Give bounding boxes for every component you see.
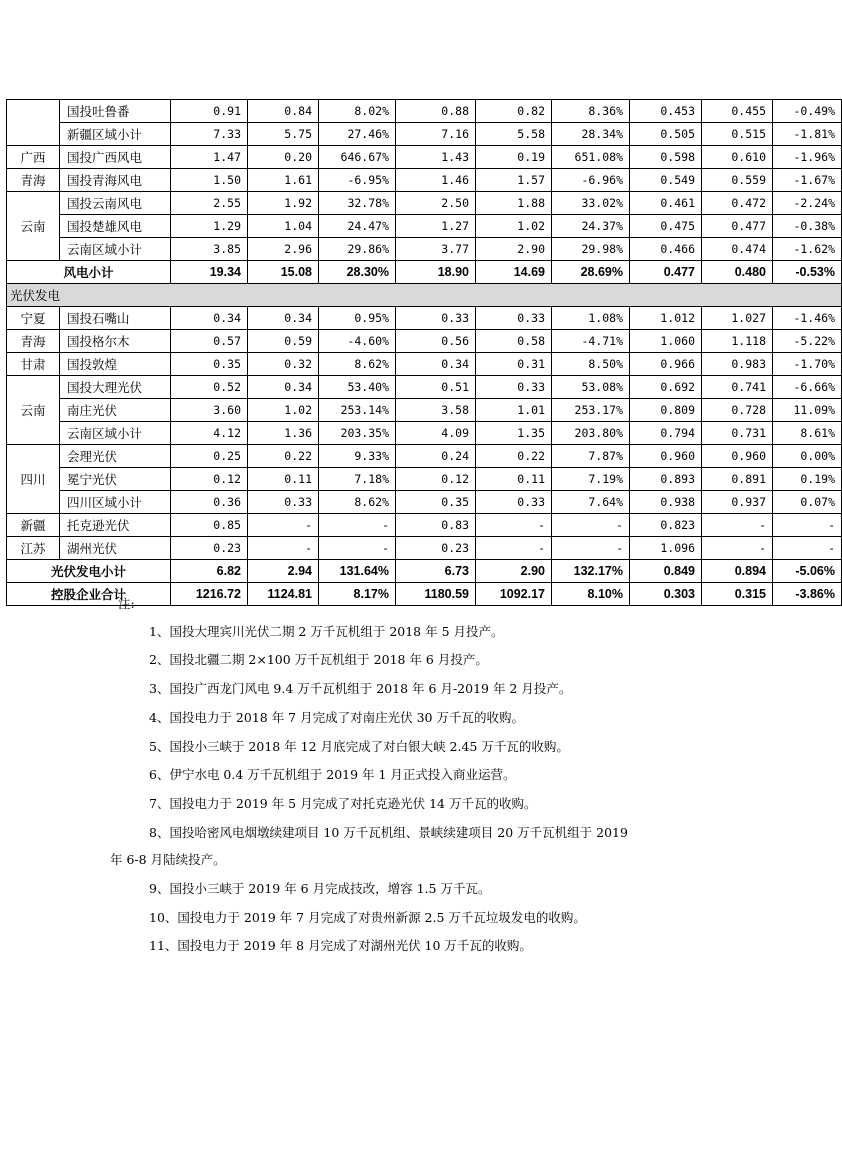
value-cell: 24.37% <box>552 215 630 238</box>
value-cell: 7.64% <box>552 491 630 514</box>
plant-name-cell: 湖州光伏 <box>60 537 171 560</box>
value-cell: 28.30% <box>319 261 396 284</box>
table-row <box>7 192 842 215</box>
value-cell: 0.966 <box>630 353 702 376</box>
value-cell: 0.983 <box>702 353 773 376</box>
table-row <box>7 307 842 330</box>
value-cell: 29.86% <box>319 238 396 261</box>
table-row <box>7 100 842 123</box>
value-cell: 203.80% <box>552 422 630 445</box>
plant-name-cell: 托克逊光伏 <box>60 514 171 537</box>
province-cell: 青海 <box>7 169 60 192</box>
value-cell: 0.809 <box>630 399 702 422</box>
value-cell: 8.50% <box>552 353 630 376</box>
value-cell: 5.58 <box>476 123 552 146</box>
value-cell: 0.11 <box>248 468 319 491</box>
value-cell: 0.692 <box>630 376 702 399</box>
note-item: 6、伊宁水电 0.4 万千瓦机组于 2019 年 1 月正式投入商业运营。 <box>149 767 516 782</box>
value-cell: -1.81% <box>773 123 842 146</box>
value-cell: 15.08 <box>248 261 319 284</box>
value-cell: 203.35% <box>319 422 396 445</box>
value-cell: 1.50 <box>171 169 248 192</box>
value-cell: 2.96 <box>248 238 319 261</box>
value-cell: 1.61 <box>248 169 319 192</box>
value-cell: 2.94 <box>248 560 319 583</box>
value-cell: 8.62% <box>319 491 396 514</box>
value-cell: 14.69 <box>476 261 552 284</box>
value-cell: 0.95% <box>319 307 396 330</box>
plant-name-cell: 国投大理光伏 <box>60 376 171 399</box>
value-cell: 0.00% <box>773 445 842 468</box>
value-cell: 0.20 <box>248 146 319 169</box>
value-cell: 0.731 <box>702 422 773 445</box>
value-cell: 29.98% <box>552 238 630 261</box>
value-cell: 0.33 <box>476 307 552 330</box>
table-row <box>7 422 842 445</box>
value-cell: 1124.81 <box>248 583 319 606</box>
value-cell: 1.88 <box>476 192 552 215</box>
value-cell: 1.118 <box>702 330 773 353</box>
value-cell: -4.71% <box>552 330 630 353</box>
value-cell: 0.475 <box>630 215 702 238</box>
power-generation-table-wrapper <box>6 99 835 606</box>
value-cell: 0.33 <box>476 491 552 514</box>
value-cell: 0.960 <box>630 445 702 468</box>
value-cell: - <box>702 537 773 560</box>
value-cell: 7.19% <box>552 468 630 491</box>
value-cell: - <box>773 514 842 537</box>
value-cell: 0.474 <box>702 238 773 261</box>
value-cell: 9.33% <box>319 445 396 468</box>
value-cell: 0.455 <box>702 100 773 123</box>
value-cell: 0.33 <box>248 491 319 514</box>
table-row <box>7 146 842 169</box>
value-cell: -4.60% <box>319 330 396 353</box>
value-cell: 0.22 <box>476 445 552 468</box>
value-cell: 4.09 <box>396 422 476 445</box>
value-cell: 0.849 <box>630 560 702 583</box>
value-cell: -0.53% <box>773 261 842 284</box>
value-cell: 6.73 <box>396 560 476 583</box>
plant-name-cell: 国投青海风电 <box>60 169 171 192</box>
table-body <box>7 100 842 606</box>
table-row <box>7 560 842 583</box>
value-cell: 0.51 <box>396 376 476 399</box>
value-cell: -1.46% <box>773 307 842 330</box>
value-cell: 0.480 <box>702 261 773 284</box>
province-cell: 四川 <box>7 445 60 514</box>
plant-name-cell: 云南区域小计 <box>60 422 171 445</box>
table-row <box>7 169 842 192</box>
value-cell: 0.728 <box>702 399 773 422</box>
value-cell: 0.823 <box>630 514 702 537</box>
province-cell: 云南 <box>7 192 60 261</box>
value-cell: 0.25 <box>171 445 248 468</box>
value-cell: 6.82 <box>171 560 248 583</box>
value-cell: 0.19 <box>476 146 552 169</box>
notes-title: 注: <box>118 596 135 611</box>
value-cell: 0.34 <box>171 307 248 330</box>
value-cell: 0.12 <box>396 468 476 491</box>
province-cell <box>7 100 60 146</box>
subtotal-label: 风电小计 <box>7 261 171 284</box>
value-cell: 0.24 <box>396 445 476 468</box>
value-cell: 0.36 <box>171 491 248 514</box>
plant-name-cell: 新疆区域小计 <box>60 123 171 146</box>
value-cell: -5.06% <box>773 560 842 583</box>
value-cell: 0.19% <box>773 468 842 491</box>
value-cell: 131.64% <box>319 560 396 583</box>
value-cell: 1.060 <box>630 330 702 353</box>
value-cell: -1.70% <box>773 353 842 376</box>
value-cell: 19.34 <box>171 261 248 284</box>
value-cell: 24.47% <box>319 215 396 238</box>
table-row <box>7 514 842 537</box>
value-cell: 0.303 <box>630 583 702 606</box>
value-cell: 18.90 <box>396 261 476 284</box>
value-cell: 2.55 <box>171 192 248 215</box>
value-cell: 8.62% <box>319 353 396 376</box>
value-cell: 8.10% <box>552 583 630 606</box>
value-cell: 0.58 <box>476 330 552 353</box>
power-generation-table <box>6 99 842 606</box>
value-cell: 11.09% <box>773 399 842 422</box>
value-cell: 33.02% <box>552 192 630 215</box>
province-cell: 甘肃 <box>7 353 60 376</box>
note-item: 5、国投小三峡于 2018 年 12 月底完成了对白银大峡 2.45 万千瓦的收购。 <box>149 739 569 754</box>
value-cell: 3.77 <box>396 238 476 261</box>
table-row <box>7 238 842 261</box>
plant-name-cell: 南庄光伏 <box>60 399 171 422</box>
table-row <box>7 353 842 376</box>
value-cell: 0.515 <box>702 123 773 146</box>
value-cell: -5.22% <box>773 330 842 353</box>
plant-name-cell: 国投广西风电 <box>60 146 171 169</box>
value-cell: 0.741 <box>702 376 773 399</box>
value-cell: 1216.72 <box>171 583 248 606</box>
note-item: 9、国投小三峡于 2019 年 6 月完成技改，增容 1.5 万千瓦。 <box>149 881 491 896</box>
value-cell: 2.90 <box>476 238 552 261</box>
value-cell: 0.505 <box>630 123 702 146</box>
value-cell: 27.46% <box>319 123 396 146</box>
value-cell: - <box>319 514 396 537</box>
value-cell: 0.893 <box>630 468 702 491</box>
value-cell: 28.69% <box>552 261 630 284</box>
value-cell: 0.35 <box>171 353 248 376</box>
value-cell: 0.91 <box>171 100 248 123</box>
table-row <box>7 123 842 146</box>
value-cell: 0.34 <box>248 376 319 399</box>
value-cell: 8.36% <box>552 100 630 123</box>
table-row <box>7 399 842 422</box>
value-cell: 0.794 <box>630 422 702 445</box>
value-cell: 2.90 <box>476 560 552 583</box>
value-cell: 1.29 <box>171 215 248 238</box>
table-row <box>7 445 842 468</box>
plant-name-cell: 国投敦煌 <box>60 353 171 376</box>
province-cell: 云南 <box>7 376 60 445</box>
value-cell: 253.14% <box>319 399 396 422</box>
value-cell: - <box>319 537 396 560</box>
value-cell: 0.33 <box>476 376 552 399</box>
value-cell: - <box>552 514 630 537</box>
plant-name-cell: 冕宁光伏 <box>60 468 171 491</box>
value-cell: -1.96% <box>773 146 842 169</box>
table-row <box>7 261 842 284</box>
value-cell: 1.012 <box>630 307 702 330</box>
value-cell: 646.67% <box>319 146 396 169</box>
note-item: 4、国投电力于 2018 年 7 月完成了对南庄光伏 30 万千瓦的收购。 <box>149 710 524 725</box>
value-cell: 1.36 <box>248 422 319 445</box>
value-cell: 1.01 <box>476 399 552 422</box>
subtotal-label: 控股企业合计 <box>7 583 171 606</box>
value-cell: 0.84 <box>248 100 319 123</box>
section-header: 光伏发电 <box>7 284 842 307</box>
value-cell: 28.34% <box>552 123 630 146</box>
value-cell: 1.27 <box>396 215 476 238</box>
value-cell: 7.33 <box>171 123 248 146</box>
value-cell: 1.46 <box>396 169 476 192</box>
value-cell: 3.58 <box>396 399 476 422</box>
table-row <box>7 491 842 514</box>
value-cell: 1.027 <box>702 307 773 330</box>
value-cell: 1.02 <box>476 215 552 238</box>
table-row <box>7 468 842 491</box>
value-cell: 0.52 <box>171 376 248 399</box>
value-cell: 0.891 <box>702 468 773 491</box>
value-cell: 8.02% <box>319 100 396 123</box>
value-cell: 7.87% <box>552 445 630 468</box>
value-cell: 0.453 <box>630 100 702 123</box>
value-cell: - <box>552 537 630 560</box>
value-cell: 0.23 <box>396 537 476 560</box>
note-item: 8、国投哈密风电烟墩续建项目 10 万千瓦机组、景峡续建项目 20 万千瓦机组于 2019 <box>149 825 628 840</box>
value-cell: -6.95% <box>319 169 396 192</box>
value-cell: -3.86% <box>773 583 842 606</box>
value-cell: 3.85 <box>171 238 248 261</box>
value-cell: 0.477 <box>630 261 702 284</box>
value-cell: 2.50 <box>396 192 476 215</box>
value-cell: -0.49% <box>773 100 842 123</box>
table-row <box>7 284 842 307</box>
value-cell: 7.16 <box>396 123 476 146</box>
value-cell: 0.56 <box>396 330 476 353</box>
note-item: 7、国投电力于 2019 年 5 月完成了对托克逊光伏 14 万千瓦的收购。 <box>149 796 537 811</box>
value-cell: -0.38% <box>773 215 842 238</box>
value-cell: 0.549 <box>630 169 702 192</box>
value-cell: - <box>476 514 552 537</box>
plant-name-cell: 会理光伏 <box>60 445 171 468</box>
value-cell: - <box>476 537 552 560</box>
plant-name-cell: 国投石嘴山 <box>60 307 171 330</box>
table-row <box>7 537 842 560</box>
province-cell: 青海 <box>7 330 60 353</box>
value-cell: 1180.59 <box>396 583 476 606</box>
value-cell: 1.096 <box>630 537 702 560</box>
value-cell: 0.461 <box>630 192 702 215</box>
value-cell: 1.02 <box>248 399 319 422</box>
value-cell: 0.12 <box>171 468 248 491</box>
value-cell: 0.11 <box>476 468 552 491</box>
value-cell: 0.59 <box>248 330 319 353</box>
plant-name-cell: 四川区域小计 <box>60 491 171 514</box>
value-cell: 0.23 <box>171 537 248 560</box>
value-cell: 1.57 <box>476 169 552 192</box>
table-row <box>7 376 842 399</box>
value-cell: 0.960 <box>702 445 773 468</box>
value-cell: 53.40% <box>319 376 396 399</box>
value-cell: 0.57 <box>171 330 248 353</box>
value-cell: 0.31 <box>476 353 552 376</box>
note-item: 11、国投电力于 2019 年 8 月完成了对湖州光伏 10 万千瓦的收购。 <box>149 938 532 953</box>
province-cell: 广西 <box>7 146 60 169</box>
plant-name-cell: 国投楚雄风电 <box>60 215 171 238</box>
value-cell: 4.12 <box>171 422 248 445</box>
value-cell: 0.937 <box>702 491 773 514</box>
value-cell: 8.61% <box>773 422 842 445</box>
value-cell: - <box>773 537 842 560</box>
value-cell: 0.33 <box>396 307 476 330</box>
value-cell: -2.24% <box>773 192 842 215</box>
value-cell: 0.894 <box>702 560 773 583</box>
plant-name-cell: 国投云南风电 <box>60 192 171 215</box>
value-cell: 0.32 <box>248 353 319 376</box>
subtotal-label: 光伏发电小计 <box>7 560 171 583</box>
plant-name-cell: 国投格尔木 <box>60 330 171 353</box>
value-cell: 0.466 <box>630 238 702 261</box>
notes-section <box>110 594 718 953</box>
value-cell: 0.07% <box>773 491 842 514</box>
value-cell: 0.938 <box>630 491 702 514</box>
value-cell: 3.60 <box>171 399 248 422</box>
value-cell: 7.18% <box>319 468 396 491</box>
value-cell: 1.08% <box>552 307 630 330</box>
plant-name-cell: 国投吐鲁番 <box>60 100 171 123</box>
province-cell: 江苏 <box>7 537 60 560</box>
value-cell: 0.83 <box>396 514 476 537</box>
value-cell: 1.35 <box>476 422 552 445</box>
value-cell: 1.04 <box>248 215 319 238</box>
value-cell: 0.598 <box>630 146 702 169</box>
value-cell: 0.559 <box>702 169 773 192</box>
plant-name-cell: 云南区域小计 <box>60 238 171 261</box>
value-cell: 0.34 <box>248 307 319 330</box>
value-cell: 1.92 <box>248 192 319 215</box>
value-cell: - <box>248 537 319 560</box>
value-cell: -1.62% <box>773 238 842 261</box>
value-cell: 1.47 <box>171 146 248 169</box>
value-cell: 1.43 <box>396 146 476 169</box>
value-cell: 0.610 <box>702 146 773 169</box>
value-cell: 53.08% <box>552 376 630 399</box>
value-cell: 5.75 <box>248 123 319 146</box>
table-row <box>7 215 842 238</box>
value-cell: - <box>248 514 319 537</box>
note-item: 10、国投电力于 2019 年 7 月完成了对贵州新源 2.5 万千瓦垃圾发电的收购。 <box>149 910 586 925</box>
value-cell: 132.17% <box>552 560 630 583</box>
note-item: 2、国投北疆二期 2×100 万千瓦机组于 2018 年 6 月投产。 <box>149 652 488 667</box>
value-cell: 0.88 <box>396 100 476 123</box>
value-cell: 0.477 <box>702 215 773 238</box>
province-cell: 新疆 <box>7 514 60 537</box>
province-cell: 宁夏 <box>7 307 60 330</box>
value-cell: 0.35 <box>396 491 476 514</box>
value-cell: 0.82 <box>476 100 552 123</box>
value-cell: 0.85 <box>171 514 248 537</box>
value-cell: 1092.17 <box>476 583 552 606</box>
value-cell: 0.22 <box>248 445 319 468</box>
table-row <box>7 330 842 353</box>
value-cell: 0.34 <box>396 353 476 376</box>
value-cell: -1.67% <box>773 169 842 192</box>
note-item: 3、国投广西龙门风电 9.4 万千瓦机组于 2018 年 6 月-2019 年 2 月投产。 <box>149 681 572 696</box>
value-cell: 32.78% <box>319 192 396 215</box>
value-cell: 253.17% <box>552 399 630 422</box>
value-cell: -6.66% <box>773 376 842 399</box>
value-cell: 651.08% <box>552 146 630 169</box>
value-cell: -6.96% <box>552 169 630 192</box>
value-cell: 0.472 <box>702 192 773 215</box>
note-item: 1、国投大理宾川光伏二期 2 万千瓦机组于 2018 年 5 月投产。 <box>149 624 504 639</box>
value-cell: 0.315 <box>702 583 773 606</box>
value-cell: 8.17% <box>319 583 396 606</box>
value-cell: - <box>702 514 773 537</box>
note-item: 年 6-8 月陆续投产。 <box>110 852 226 867</box>
